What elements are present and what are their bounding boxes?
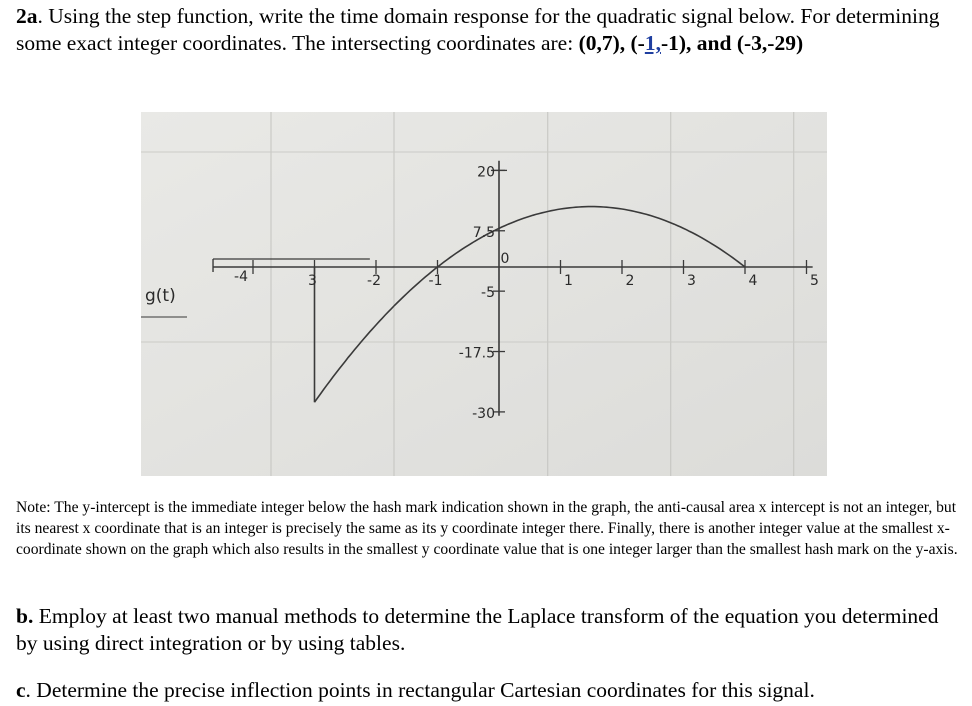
- y-tick-label: 20: [477, 164, 495, 181]
- function-label: g(t): [145, 286, 176, 306]
- question-c-text: . Determine the precise inflection points in rectangular Cartesian coordinates for this signal.: [25, 678, 815, 702]
- coordinate-separator-and: , and: [686, 31, 737, 55]
- y-tick-label: -5: [481, 285, 495, 302]
- question-b: [16, 603, 958, 657]
- x-tick-label: -1: [428, 273, 443, 289]
- x-tick-label: 1: [564, 273, 573, 289]
- x-tick-label: 3: [308, 273, 317, 289]
- graph-photo: [141, 112, 827, 476]
- x-tick-label: -2: [367, 273, 381, 289]
- coordinate-3: (-3,-29): [736, 31, 804, 55]
- question-b-text: Employ at least two manual methods to determine the Laplace transform of the equation you determined by using direct integration or by using tables.: [16, 604, 939, 655]
- y-tick-label: -17.5: [458, 345, 495, 362]
- question-2a-label: 2a: [16, 4, 38, 28]
- question-b-label: b.: [16, 604, 34, 628]
- x-tick-label: 5: [810, 273, 819, 289]
- question-2a: [16, 3, 958, 57]
- x-tick-label: 2: [625, 273, 635, 289]
- question-c-label: c: [16, 678, 26, 702]
- note-paragraph: Note: The y-intercept is the immediate integer below the hash mark indication shown in the graph, the anti-causal area x intercept is not an integer, but its nearest x coordinate that is an integer is precisely the same as its y coordinate integer there. Finally, there is another integer value at the smallest x-coordinate shown on the graph which also results in the smallest y coordinate value that is one integer larger than the smallest hash mark on the y-axis.: [16, 499, 958, 558]
- y-tick-label: -30: [472, 405, 495, 422]
- coordinate-1: (0,7): [578, 31, 620, 55]
- x-tick-label: -4: [234, 269, 248, 285]
- coordinate-2-underlined: 1,: [644, 31, 661, 55]
- question-c: [16, 677, 958, 704]
- x-tick-label: 4: [748, 273, 758, 289]
- coordinate-2: (-1,-1): [630, 31, 687, 55]
- graph-svg: [141, 112, 827, 476]
- x-tick-label: 0: [500, 251, 510, 267]
- x-tick-label: 3: [687, 273, 696, 289]
- y-tick-label: 7.5: [472, 224, 495, 241]
- question-2a-text: . Using the step function, write the time domain response for the quadratic signal below. For determining some exact integer coordinates. The intersecting coordinates are:: [16, 4, 940, 55]
- coordinate-separator: ,: [619, 31, 631, 55]
